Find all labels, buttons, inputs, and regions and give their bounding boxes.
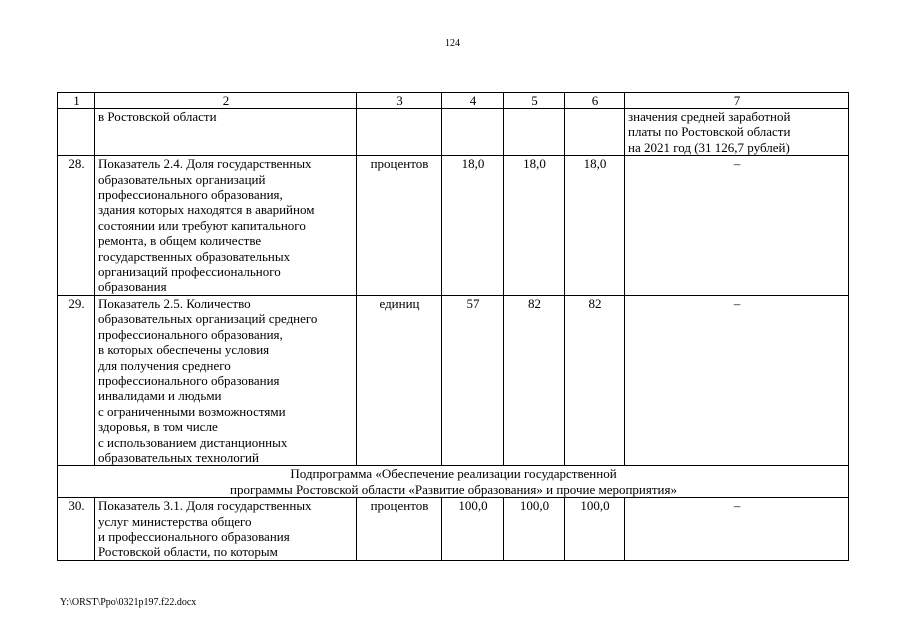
text-line: в которых обеспечены условия xyxy=(98,342,270,358)
subprogram-heading xyxy=(58,466,849,498)
note-line: на 2021 год (31 126,7 рублей) xyxy=(628,139,790,155)
text-line: Показатель 3.1. Доля государственных xyxy=(98,498,312,514)
text-line: государственных образовательных xyxy=(98,248,291,264)
text-line: образования xyxy=(98,279,167,295)
note-cell: – xyxy=(625,156,849,296)
text-line: Показатель 2.4. Доля государственных xyxy=(98,156,312,172)
unit-cell: процентов xyxy=(357,156,442,296)
text-line: Показатель 2.5. Количество xyxy=(98,295,251,311)
text-line: образовательных организаций xyxy=(98,171,266,187)
value-cell: 100,0 xyxy=(504,498,565,561)
value-cell: 18,0 xyxy=(442,156,504,296)
text-line: профессионального образования xyxy=(98,372,280,388)
subprogram-row xyxy=(58,466,849,498)
note-cell: – xyxy=(625,498,849,561)
text-line: здоровья, в том числе xyxy=(98,419,218,435)
indicator-name-cell xyxy=(95,498,357,561)
note-line: значения средней заработной xyxy=(628,109,791,124)
text-line: для получения среднего xyxy=(98,357,231,373)
indicator-name-cell xyxy=(95,295,357,465)
text-line: профессионального образования, xyxy=(98,326,283,342)
note-cell xyxy=(625,109,849,156)
text-line: услуг министерства общего xyxy=(98,513,252,529)
value-cell: 18,0 xyxy=(565,156,625,296)
value-cell: 82 xyxy=(504,295,565,465)
table-row xyxy=(58,156,849,296)
text-line: организаций профессионального xyxy=(98,264,281,280)
note-cell: – xyxy=(625,295,849,465)
text-line: инвалидами и людьми xyxy=(98,388,222,404)
indicators-table xyxy=(57,92,849,561)
text-line: ремонта, в общем количестве xyxy=(98,233,262,249)
page-number: 124 xyxy=(445,38,460,49)
text-line: профессионального образования, xyxy=(98,187,283,203)
header-cell: 4 xyxy=(442,93,504,109)
unit-cell: процентов xyxy=(357,498,442,561)
table-row xyxy=(58,498,849,561)
header-cell: 2 xyxy=(95,93,357,109)
header-cell: 6 xyxy=(565,93,625,109)
header-cell: 1 xyxy=(58,93,95,109)
continuation-row xyxy=(58,109,849,156)
indicator-name-cell xyxy=(95,156,357,296)
value-cell: 100,0 xyxy=(565,498,625,561)
indicator-name-cell: в Ростовской области xyxy=(95,109,357,156)
text-line: образовательных организаций среднего xyxy=(98,311,318,327)
text-line: с ограниченными возможностями xyxy=(98,403,286,419)
row-number-cell xyxy=(58,109,95,156)
text-line: здания которых находятся в аварийном xyxy=(98,202,315,218)
header-cell: 3 xyxy=(357,93,442,109)
unit-cell xyxy=(357,109,442,156)
subprogram-line: Подпрограмма «Обеспечение реализации государственной xyxy=(290,466,617,482)
value-cell xyxy=(504,109,565,156)
file-path-footer: Y:\ORST\Ppo\0321p197.f22.docx xyxy=(60,597,197,608)
header-cell: 5 xyxy=(504,93,565,109)
value-cell xyxy=(442,109,504,156)
value-cell: 18,0 xyxy=(504,156,565,296)
subprogram-line: программы Ростовской области «Развитие образования» и прочие мероприятия» xyxy=(230,481,677,497)
text-line: состоянии или требуют капитального xyxy=(98,217,306,233)
row-number-cell: 28. xyxy=(58,156,95,296)
value-cell xyxy=(565,109,625,156)
column-number-header xyxy=(58,93,849,109)
value-cell: 82 xyxy=(565,295,625,465)
value-cell: 57 xyxy=(442,295,504,465)
value-cell: 100,0 xyxy=(442,498,504,561)
row-number-cell: 29. xyxy=(58,295,95,465)
table-row xyxy=(58,295,849,465)
header-cell: 7 xyxy=(625,93,849,109)
text-line: Ростовской области, по которым xyxy=(98,544,278,560)
row-number-cell: 30. xyxy=(58,498,95,561)
note-line: платы по Ростовской области xyxy=(628,124,791,140)
text-line: и профессионального образования xyxy=(98,528,290,544)
unit-cell: единиц xyxy=(357,295,442,465)
text-line: образовательных технологий xyxy=(98,449,259,465)
text-line: с использованием дистанционных xyxy=(98,434,288,450)
